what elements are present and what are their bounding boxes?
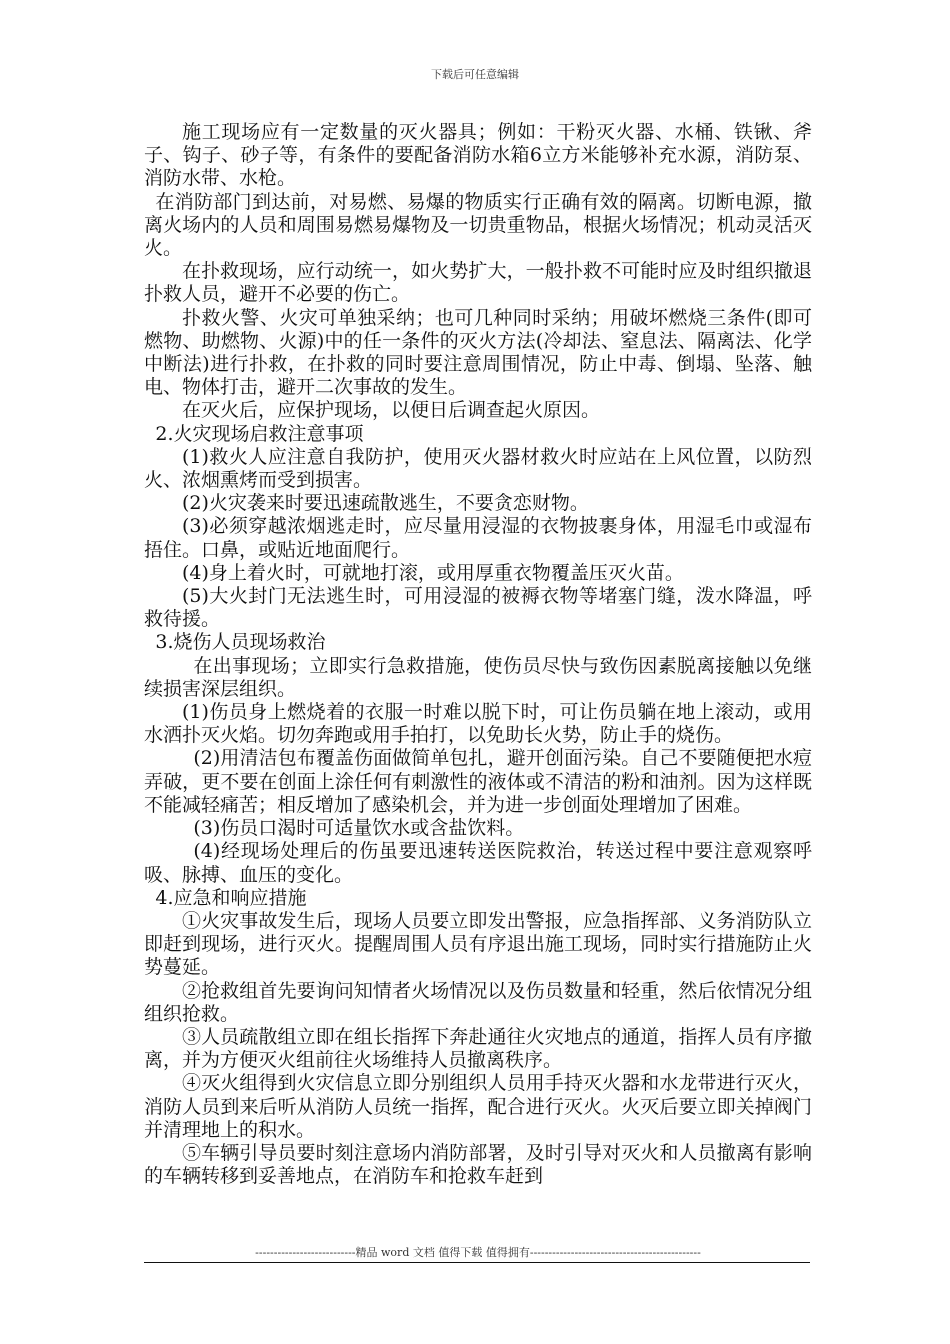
paragraph: 在灭火后，应保护现场，以便日后调查起火原因。 bbox=[182, 399, 601, 422]
paragraph: 扑救火警、火灾可单独采纳；也可几种同时采纳；用破坏燃烧三条件(即可燃物、助燃物、火源)中的任一条件的灭火方法(冷却法、窒息法、隔离法、化学中断法)进行扑救，在扑救的同时要注意周围情况，防止中毒、倒塌、坠落、触电、物体打击，避开二次事故的发生。 bbox=[144, 306, 812, 399]
paragraph: (3)必须穿越浓烟逃走时，应尽量用浸湿的衣物披裹身体，用湿毛巾或湿布捂住。口鼻，或贴近地面爬行。 bbox=[144, 515, 812, 561]
paragraph: (5)大火封门无法逃生时，可用浸湿的被褥衣物等堵塞门缝，泼水降温，呼救待援。 bbox=[144, 585, 812, 631]
paragraph: (4)经现场处理后的伤虽要迅速转送医院救治，转送过程中要注意观察呼吸、脉搏、血压的变化。 bbox=[144, 840, 812, 886]
paragraph: ③人员疏散组立即在组长指挥下奔赴通往火灾地点的通道，指挥人员有序撤离，并为方便灭火组前往火场维持人员撤离秩序。 bbox=[144, 1025, 812, 1072]
section-heading: 4.应急和响应措施 bbox=[155, 886, 307, 909]
paragraph: ②抢救组首先要询问知情者火场情况以及伤员数量和轻重，然后依情况分组组织抢救。 bbox=[144, 979, 812, 1025]
paragraph: (1)伤员身上燃烧着的衣服一时难以脱下时，可让伤员躺在地上滚动，或用水洒扑灭火焰。切勿奔跑或用手拍打，以免助长火势，防止手的烧伤。 bbox=[144, 701, 812, 747]
document-body bbox=[144, 121, 812, 1188]
paragraph: ⑤车辆引导员要时刻注意场内消防部署，及时引导对灭火和人员撤离有影响的车辆转移到妥善地点，在消防车和抢救车赶到 bbox=[144, 1141, 812, 1188]
footer-rule bbox=[144, 1262, 810, 1263]
paragraph: (4)身上着火时，可就地打滚，或用厚重衣物覆盖压灭火苗。 bbox=[182, 561, 684, 584]
paragraph: 施工现场应有一定数量的灭火器具；例如：干粉灭火器、水桶、铁锹、斧子、钩子、砂子等，有条件的要配备消防水箱6立方米能够补充水源，消防泵、消防水带、水枪。 bbox=[144, 121, 812, 190]
paragraph: ④灭火组得到火灾信息立即分别组织人员用手持灭火器和水龙带进行灭火，消防人员到来后听从消防人员统一指挥，配合进行灭火。火灭后要立即关掉阀门并清理地上的积水。 bbox=[144, 1072, 812, 1141]
paragraph: (2)用清洁包布覆盖伤面做简单包扎，避开创面污染。自己不要随便把水痘弄破，更不要在创面上涂任何有刺激性的液体或不清洁的粉和油剂。因为这样既不能减轻痛苦；相反增加了感染机会，并为进一步创面处理增加了困难。 bbox=[144, 747, 812, 816]
paragraph: 在消防部门到达前，对易燃、易爆的物质实行正确有效的隔离。切断电源，撤离火场内的人员和周围易燃易爆物及一切贵重物品，根据火场情况；机动灵活灭火。 bbox=[144, 190, 812, 260]
section-heading: 2.火灾现场启救注意事项 bbox=[155, 422, 364, 445]
paragraph: 在扑救现场，应行动统一，如火势扩大，一般扑救不可能时应及时组织撤退扑救人员，避开不必要的伤亡。 bbox=[144, 260, 812, 306]
paragraph: (1)救火人应注意自我防护，使用灭火器材救火时应站在上风位置，以防烈火、浓烟熏烤而受到损害。 bbox=[144, 445, 812, 492]
page-header: 下载后可任意编辑 bbox=[431, 68, 519, 81]
page-footer: ---------------------------精品 word 文档 值得下载 值得拥有---------------------------------------------- bbox=[255, 1246, 701, 1259]
paragraph: ①火灾事故发生后，现场人员要立即发出警报，应急指挥部、义务消防队立即赶到现场，进行灭火。提醒周围人员有序退出施工现场，同时实行措施防止火势蔓延。 bbox=[144, 909, 812, 979]
paragraph: (2)火灾袭来时要迅速疏散逃生，不要贪恋财物。 bbox=[182, 492, 589, 515]
paragraph: (3)伤员口渴时可适量饮水或含盐饮料。 bbox=[193, 817, 525, 840]
paragraph: 在出事现场；立即实行急救措施，使伤员尽快与致伤因素脱离接触以免继续损害深层组织。 bbox=[144, 654, 812, 700]
section-heading: 3.烧伤人员现场救治 bbox=[155, 631, 326, 654]
